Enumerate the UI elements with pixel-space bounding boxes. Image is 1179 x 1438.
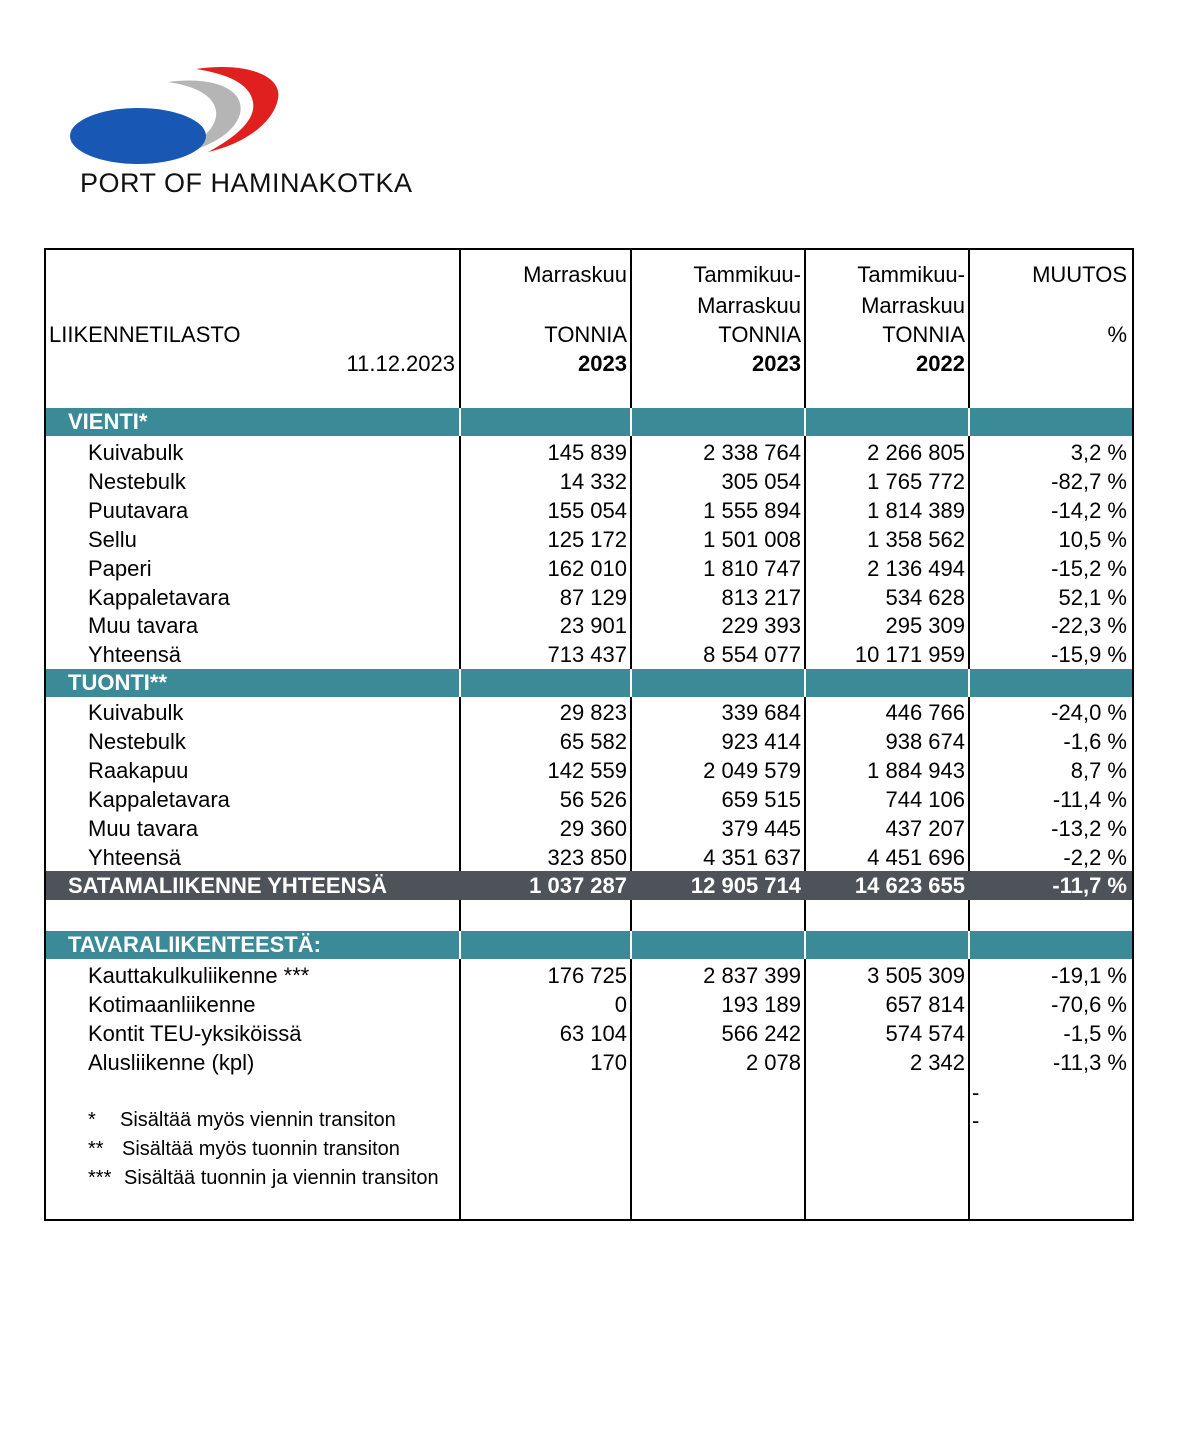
row-value: 923 414 xyxy=(721,729,801,754)
column-divider xyxy=(968,250,970,1219)
row-label: Kuivabulk xyxy=(88,440,184,465)
row-value: 1 884 943 xyxy=(867,758,965,783)
row-label: Muu tavara xyxy=(88,613,199,638)
band-divider xyxy=(459,408,461,436)
row-value: 813 217 xyxy=(721,585,801,610)
row-value: 176 725 xyxy=(547,963,627,988)
row-value: 574 574 xyxy=(885,1021,965,1046)
row-value: 2 837 399 xyxy=(703,963,801,988)
row-label: Sellu xyxy=(88,527,137,552)
row-label: Kappaletavara xyxy=(88,585,230,610)
row-value: 8,7 % xyxy=(1070,758,1127,783)
row-value: 170 xyxy=(590,1050,627,1075)
col2-unit: TONNIA xyxy=(718,322,801,347)
row-value: 65 582 xyxy=(559,729,627,754)
row-label: Kontit TEU-yksiköissä xyxy=(88,1021,302,1046)
band-divider xyxy=(630,931,632,959)
row-value: -2,2 % xyxy=(1063,845,1127,870)
row-value: 295 309 xyxy=(885,613,965,638)
row-label: Muu tavara xyxy=(88,816,199,841)
logo-text: PORT OF HAMINAKOTKA xyxy=(80,168,413,198)
row-value: 125 172 xyxy=(547,527,627,552)
row-value: -24,0 % xyxy=(1051,700,1127,725)
row-value: 2 136 494 xyxy=(867,556,965,581)
row-value: 305 054 xyxy=(721,469,801,494)
row-label: Nestebulk xyxy=(88,469,186,494)
row-label: Raakapuu xyxy=(88,758,189,783)
col3-line1: Tammikuu- xyxy=(857,262,965,287)
col3-year: 2022 xyxy=(916,351,965,376)
row-value: 1 501 008 xyxy=(703,527,801,552)
row-value: -15,2 % xyxy=(1051,556,1127,581)
row-value: 10,5 % xyxy=(1058,527,1127,552)
row-label: Nestebulk xyxy=(88,729,186,754)
total-value: 12 905 714 xyxy=(690,873,801,898)
row-value: 142 559 xyxy=(547,758,627,783)
row-value: 2 078 xyxy=(745,1050,801,1075)
row-value: 534 628 xyxy=(885,585,965,610)
row-value: -11,3 % xyxy=(1052,1050,1127,1075)
row-value: 323 850 xyxy=(547,845,627,870)
row-value: 8 554 077 xyxy=(703,642,801,667)
column-divider xyxy=(804,250,806,1219)
section-title-tuonti: TUONTI** xyxy=(68,670,167,695)
row-value: 2 338 764 xyxy=(703,440,801,465)
dash-mark: - xyxy=(972,1080,980,1105)
port-logo xyxy=(68,64,413,204)
row-value: 4 451 696 xyxy=(867,845,965,870)
row-value: 2 049 579 xyxy=(703,758,801,783)
row-value: 744 106 xyxy=(885,787,965,812)
total-value: 14 623 655 xyxy=(854,873,965,898)
row-value: 1 555 894 xyxy=(703,498,801,523)
footnote-text: Sisältää tuonnin ja viennin transiton xyxy=(124,1167,439,1189)
column-divider xyxy=(459,250,461,1219)
row-value: 446 766 xyxy=(885,700,965,725)
footnote-text: Sisältää myös tuonnin transiton xyxy=(122,1138,400,1160)
row-value: -70,6 % xyxy=(1051,992,1127,1017)
row-value: 1 765 772 xyxy=(867,469,965,494)
row-value: 938 674 xyxy=(885,729,965,754)
row-value: 29 823 xyxy=(559,700,627,725)
band-divider xyxy=(630,408,632,436)
row-value: 29 360 xyxy=(559,816,627,841)
row-label: Alusliikenne (kpl) xyxy=(88,1050,255,1075)
footnote-mark: ** xyxy=(88,1138,104,1160)
row-value: 193 189 xyxy=(721,992,801,1017)
row-label: Puutavara xyxy=(88,498,189,523)
row-value: -82,7 % xyxy=(1051,469,1127,494)
footnote-text: Sisältää myös viennin transiton xyxy=(120,1109,396,1131)
row-value: 23 901 xyxy=(559,613,627,638)
col2-line2: Marraskuu xyxy=(697,293,801,318)
row-label: Kauttakulkuliikenne *** xyxy=(88,963,310,988)
report-date: 11.12.2023 xyxy=(346,351,455,376)
row-value: 1 810 747 xyxy=(703,556,801,581)
row-value: 3,2 % xyxy=(1070,440,1127,465)
row-value: 229 393 xyxy=(721,613,801,638)
footnote-mark: *** xyxy=(88,1167,112,1189)
section-title-vienti: VIENTI* xyxy=(68,409,148,434)
row-value: -11,4 % xyxy=(1052,787,1127,812)
row-label: Kuivabulk xyxy=(88,700,184,725)
column-divider xyxy=(630,250,632,1219)
col1-year: 2023 xyxy=(578,351,627,376)
row-value: 56 526 xyxy=(559,787,627,812)
band-divider xyxy=(968,669,970,697)
col3-unit: TONNIA xyxy=(882,322,965,347)
row-value: 0 xyxy=(614,992,627,1017)
row-label: Yhteensä xyxy=(88,845,181,870)
row-value: 10 171 959 xyxy=(854,642,965,667)
col2-year: 2023 xyxy=(752,351,801,376)
logo-swoosh-icon xyxy=(68,64,298,164)
row-value: 155 054 xyxy=(547,498,627,523)
band-divider xyxy=(459,669,461,697)
footnote-mark: * xyxy=(88,1109,96,1131)
row-value: 3 505 309 xyxy=(867,963,965,988)
row-value: 659 515 xyxy=(721,787,801,812)
row-value: 2 342 xyxy=(909,1050,965,1075)
col3-line2: Marraskuu xyxy=(861,293,965,318)
row-label: Paperi xyxy=(88,556,152,581)
row-value: -1,6 % xyxy=(1063,729,1127,754)
row-value: 1 814 389 xyxy=(867,498,965,523)
dash-mark: - xyxy=(972,1108,980,1133)
band-divider xyxy=(968,931,970,959)
row-value: 566 242 xyxy=(721,1021,801,1046)
row-value: 339 684 xyxy=(721,700,801,725)
total-value: -11,7 % xyxy=(1052,873,1127,898)
row-value: -22,3 % xyxy=(1051,613,1127,638)
row-value: 379 445 xyxy=(721,816,801,841)
col4-line1: MUUTOS xyxy=(1032,262,1127,287)
row-value: -1,5 % xyxy=(1063,1021,1127,1046)
col4-unit: % xyxy=(1107,322,1127,347)
band-divider xyxy=(804,408,806,436)
band-divider xyxy=(459,931,461,959)
row-label: Kotimaanliikenne xyxy=(88,992,256,1017)
total-title: SATAMALIIKENNE YHTEENSÄ xyxy=(68,873,388,898)
row-value: -19,1 % xyxy=(1051,963,1127,988)
row-value: 63 104 xyxy=(559,1021,627,1046)
row-value: 145 839 xyxy=(547,440,627,465)
row-value: 14 332 xyxy=(559,469,627,494)
band-divider xyxy=(804,669,806,697)
row-value: 162 010 xyxy=(547,556,627,581)
col1-line1: Marraskuu xyxy=(523,262,627,287)
row-value: -13,2 % xyxy=(1051,816,1127,841)
row-value: 87 129 xyxy=(559,585,627,610)
row-value: -14,2 % xyxy=(1051,498,1127,523)
report-title: LIIKENNETILASTO xyxy=(49,322,241,347)
total-value: 1 037 287 xyxy=(529,873,627,898)
section-title-tavara: TAVARALIIKENTEESTÄ: xyxy=(68,932,321,957)
row-value: 1 358 562 xyxy=(867,527,965,552)
row-value: 4 351 637 xyxy=(703,845,801,870)
row-value: 713 437 xyxy=(547,642,627,667)
col2-line1: Tammikuu- xyxy=(693,262,801,287)
row-value: 2 266 805 xyxy=(867,440,965,465)
row-value: 437 207 xyxy=(885,816,965,841)
row-label: Kappaletavara xyxy=(88,787,230,812)
row-value: 52,1 % xyxy=(1058,585,1127,610)
band-divider xyxy=(968,408,970,436)
row-value: -15,9 % xyxy=(1051,642,1127,667)
band-divider xyxy=(804,931,806,959)
col1-unit: TONNIA xyxy=(544,322,627,347)
row-label: Yhteensä xyxy=(88,642,181,667)
band-divider xyxy=(630,669,632,697)
row-value: 657 814 xyxy=(885,992,965,1017)
